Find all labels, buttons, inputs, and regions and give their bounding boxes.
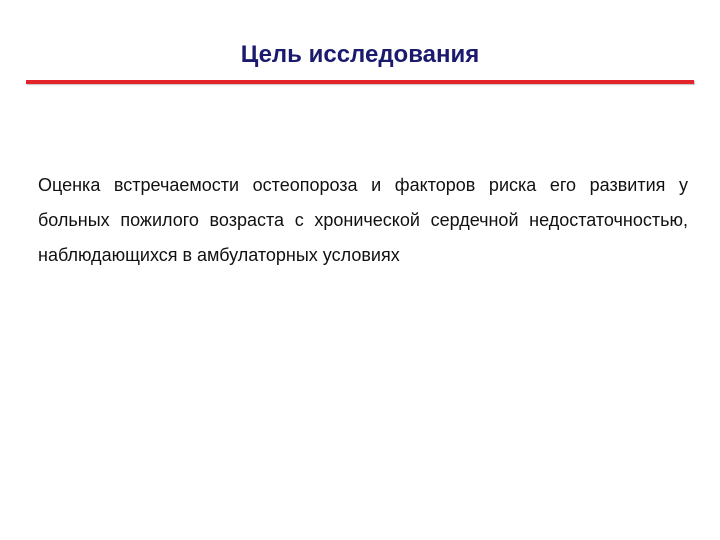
study-goal-text: Оценка встречаемости остеопороза и факторов риска его развития у больных пожилого возраста с хронической сердечной недостаточностью, наблюдающихся в амбулаторных условиях bbox=[38, 175, 688, 265]
slide-title: Цель исследования bbox=[240, 41, 480, 68]
title-underline-rule bbox=[26, 80, 694, 84]
